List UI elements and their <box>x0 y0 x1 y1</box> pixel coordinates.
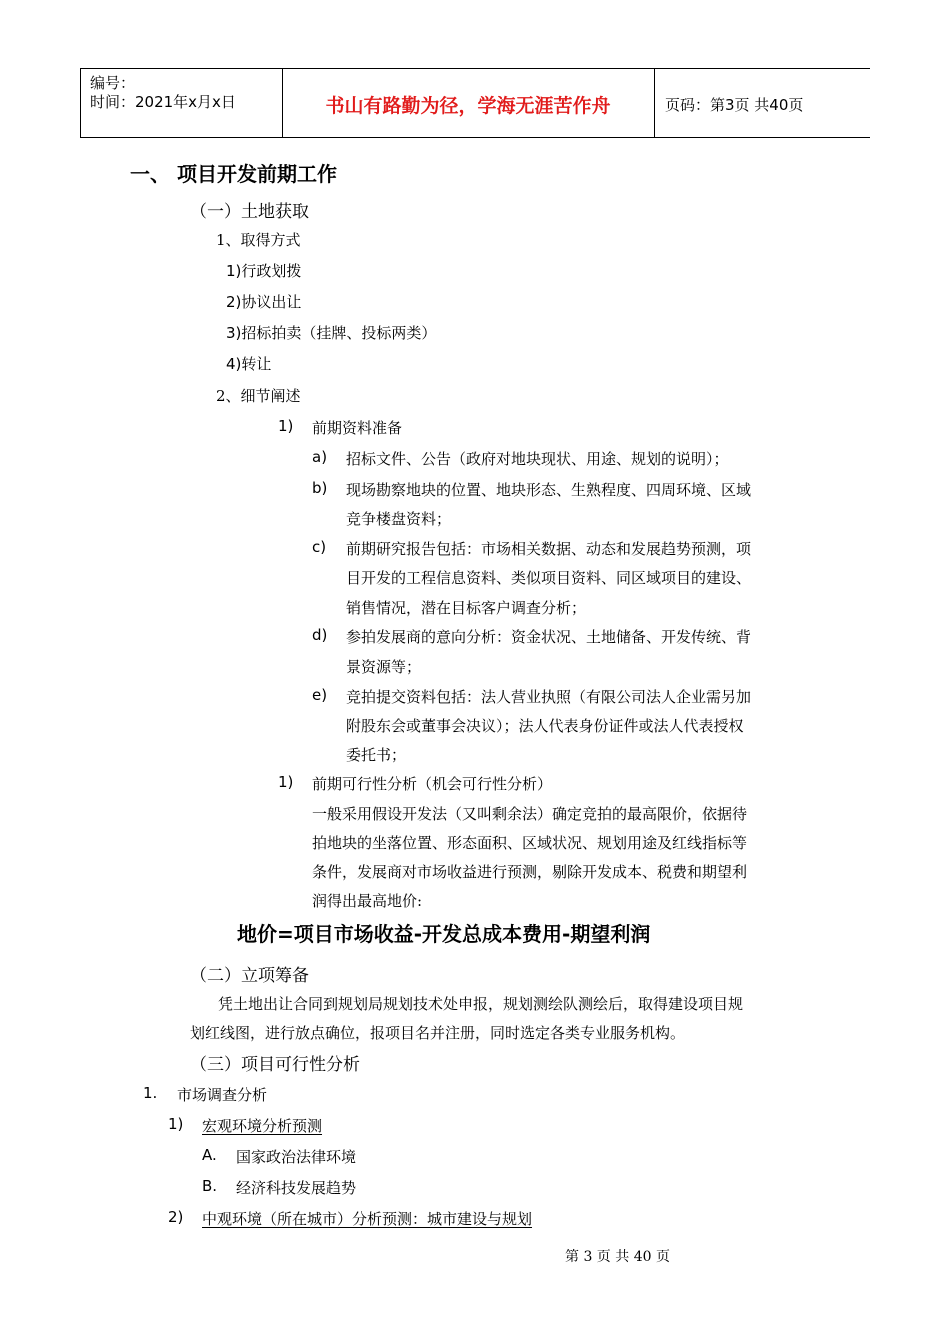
subsection-land-title: （一）土地获取 <box>190 202 309 222</box>
meso-title: 中观环境（所在城市）分析预测：城市建设与规划 <box>202 1210 533 1228</box>
feasibility-number: 1) <box>278 773 294 791</box>
section-title: 一、 项目开发前期工作 <box>130 162 337 186</box>
feasibility-line: 一般采用假设开发法（又叫剩余法）确定竞拍的最高限价，依据待 <box>312 805 748 823</box>
way-item: 3)招标拍卖（挂牌、投标两类） <box>226 324 437 342</box>
header-date-label: 时间：2021年x月x日 <box>90 93 236 111</box>
macro-item-number: A. <box>202 1146 217 1164</box>
macro-item-number: B. <box>202 1177 218 1195</box>
feasibility-title: 前期可行性分析（机会可行性分析） <box>312 775 553 793</box>
market-survey-number: 1. <box>143 1084 158 1102</box>
macro-item-text: 经济科技发展趋势 <box>236 1179 357 1197</box>
prep-item-line: 销售情况，潜在目标客户调查分析； <box>346 599 587 617</box>
prep-title: 前期资料准备 <box>312 419 403 437</box>
header-page-label: 页码：第3页 共40页 <box>665 96 804 114</box>
header-border-left <box>80 69 81 137</box>
way-item: 2)协议出让 <box>226 293 302 311</box>
feasibility-line: 条件，发展商对市场收益进行预测，剔除开发成本、税费和期望利 <box>312 863 748 881</box>
subsection-feasibility-title: （三）项目可行性分析 <box>190 1055 360 1075</box>
project-prep-line: 凭土地出让合同到规划局规划技术处申报，规划测绘队测绘后，取得建设项目规 <box>218 995 744 1013</box>
macro-number: 1) <box>168 1115 184 1133</box>
subsection-project-prep-title: （二）立项筹备 <box>190 966 309 986</box>
land-price-formula: 地价=项目市场收益-开发总成本费用-期望利润 <box>237 922 651 946</box>
item-details: 2、细节阐述 <box>216 387 301 405</box>
prep-item-line: 景资源等； <box>346 658 422 676</box>
prep-item-number: c) <box>312 538 327 556</box>
prep-item-line: 竞拍提交资料包括：法人营业执照（有限公司法人企业需另加 <box>346 688 752 706</box>
prep-item-line: 招标文件、公告（政府对地块现状、用途、规划的说明）； <box>346 450 729 468</box>
prep-item-line: 现场勘察地块的位置、地块形态、生熟程度、四周环境、区域 <box>346 481 752 499</box>
prep-item-line: 委托书； <box>346 746 407 764</box>
prep-item-line: 前期研究报告包括：市场相关数据、动态和发展趋势预测，项 <box>346 540 752 558</box>
prep-item-line: 附股东会或董事会决议）；法人代表身份证件或法人代表授权 <box>346 717 744 735</box>
header-number-label: 编号： <box>90 74 136 92</box>
header-motto: 书山有路勤为径，学海无涯苦作舟 <box>325 95 611 117</box>
macro-item-text: 国家政治法律环境 <box>236 1148 357 1166</box>
header-divider-2 <box>654 69 655 137</box>
project-prep-line: 划红线图，进行放点确位，报项目名并注册，同时选定各类专业服务机构。 <box>190 1024 686 1042</box>
page-footer: 第 3 页 共 40 页 <box>565 1249 670 1265</box>
prep-item-number: e) <box>312 686 328 704</box>
way-item: 1)行政划拨 <box>226 262 302 280</box>
prep-number: 1) <box>278 417 294 435</box>
prep-item-line: 竞争楼盘资料； <box>346 510 452 528</box>
market-survey-title: 市场调查分析 <box>177 1086 268 1104</box>
page-header <box>80 68 870 138</box>
prep-item-number: b) <box>312 479 328 497</box>
macro-title: 宏观环境分析预测 <box>202 1117 323 1135</box>
prep-item-number: a) <box>312 448 328 466</box>
item-acquisition-methods: 1、取得方式 <box>216 231 301 249</box>
feasibility-line: 拍地块的坐落位置、形态面积、区域状况、规划用途及红线指标等 <box>312 834 748 852</box>
prep-item-number: d) <box>312 626 328 644</box>
way-item: 4)转让 <box>226 355 272 373</box>
prep-item-line: 目开发的工程信息资料、类似项目资料、同区域项目的建设、 <box>346 569 752 587</box>
feasibility-line: 润得出最高地价: <box>312 892 423 910</box>
meso-number: 2) <box>168 1208 184 1226</box>
prep-item-line: 参拍发展商的意向分析：资金状况、土地储备、开发传统、背 <box>346 628 752 646</box>
